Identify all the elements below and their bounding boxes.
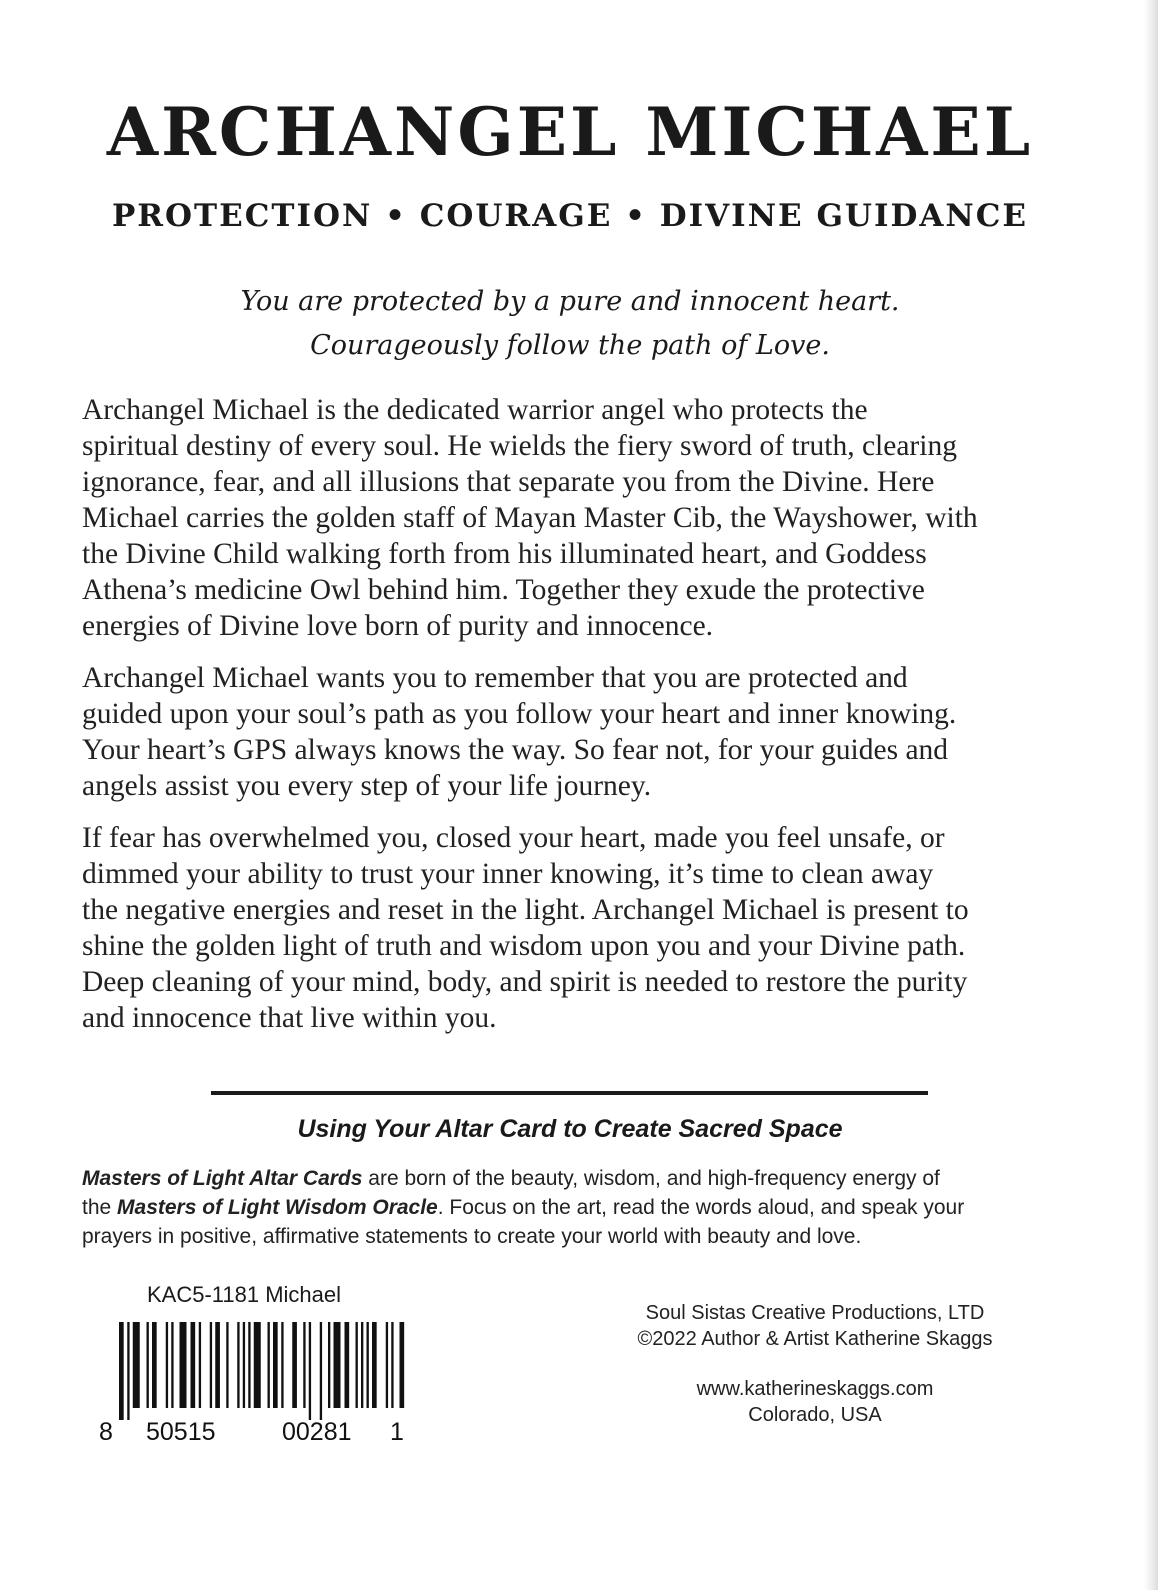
publisher-credits [590, 1300, 1040, 1428]
barcode-bar [281, 1322, 283, 1408]
barcode-bar [372, 1322, 377, 1408]
text-line: ignorance, fear, and all illusions that separate you from the Divine. Here [82, 466, 935, 498]
barcode-bar [210, 1322, 212, 1408]
barcode-bar [180, 1322, 187, 1408]
section-divider [211, 1091, 928, 1095]
barcode-digit-group: 1 [390, 1418, 404, 1446]
barcode-bar [152, 1322, 157, 1408]
barcode-bar [334, 1322, 341, 1408]
barcode-bar [254, 1322, 261, 1408]
barcode [97, 1322, 407, 1420]
description [82, 392, 1072, 1052]
barcode-bar [386, 1322, 388, 1408]
barcode-bar [119, 1322, 124, 1420]
barcode-bar [191, 1322, 196, 1408]
oracle-deck-name: Masters of Light Wisdom Oracle [117, 1196, 438, 1219]
text-fragment: . Focus on the art, read the words aloud, and speak your [437, 1196, 965, 1219]
barcode-bar [215, 1322, 220, 1408]
barcode-bar [356, 1322, 358, 1408]
barcode-bar [268, 1322, 270, 1408]
text-line: prayers in positive, affirmative statements to create your world with beauty and love. [82, 1225, 862, 1248]
altar-card-heading: Using Your Altar Card to Create Sacred Space [297, 1115, 843, 1143]
barcode-digit-group: 8 [99, 1418, 113, 1446]
text-line: Archangel Michael wants you to remember that you are protected and [82, 662, 908, 694]
text-line: the Divine Child walking forth from his illuminated heart, and Goddess [82, 538, 927, 570]
copyright-notice: ©2022 Author & Artist Katherine Skaggs [637, 1328, 993, 1350]
text-line: spiritual destiny of every soul. He wields the fiery sword of truth, clearing [82, 430, 957, 462]
barcode-bar [292, 1322, 297, 1408]
text-line [82, 1193, 1072, 1222]
text-line: Your heart’s GPS always knows the way. So fear not, for your guides and [82, 734, 949, 766]
barcode-digit-group: 50515 [146, 1418, 216, 1446]
affirmation-line: You are protected by a pure and innocent heart. [240, 286, 900, 317]
barcode-bar [320, 1322, 322, 1420]
text-line: guided upon your soul’s path as you follow your heart and inner knowing. [82, 698, 957, 730]
text-line: and innocence that live within you. [82, 1002, 497, 1034]
text-line: Athena’s medicine Owl behind him. Together they exude the protective [82, 574, 925, 606]
page-edge-shadow [1144, 0, 1158, 1590]
text-line: If fear has overwhelmed you, closed your heart, made you feel unsafe, or [82, 822, 945, 854]
publisher-name: Soul Sistas Creative Productions, LTD [645, 1302, 985, 1324]
paragraph-1 [82, 392, 1072, 644]
barcode-bar [166, 1322, 168, 1408]
text-line [82, 1164, 1072, 1193]
text-line: angels assist you every step of your life journey. [82, 770, 652, 802]
barcode-bar [400, 1322, 405, 1408]
barcode-bar [248, 1322, 250, 1408]
text-line: Michael carries the golden staff of Mayan Master Cib, the Wayshower, with [82, 502, 978, 534]
barcode-bar [303, 1322, 305, 1408]
altar-card-text [82, 1164, 1072, 1251]
barcode-bar [328, 1322, 330, 1408]
text-line: Archangel Michael is the dedicated warrior angel who protects the [82, 394, 868, 426]
paragraph-3 [82, 820, 1072, 1036]
barcode-bar [147, 1322, 149, 1408]
paragraph-2 [82, 660, 1072, 804]
barcode-bar [391, 1322, 393, 1408]
affirmation-line: Courageously follow the path of Love. [310, 330, 830, 361]
barcode-bar [367, 1322, 369, 1408]
barcode-bar [133, 1322, 140, 1408]
barcode-bar [171, 1322, 173, 1408]
text-fragment: the [82, 1196, 118, 1219]
website-link[interactable]: www.katherineskaggs.com [696, 1378, 934, 1400]
barcode-digits [97, 1418, 407, 1446]
product-line-name: Masters of Light Altar Cards [82, 1167, 363, 1190]
barcode-bar [226, 1322, 228, 1408]
text-line: energies of Divine love born of purity and innocence. [82, 610, 714, 642]
barcode-bar [345, 1322, 350, 1408]
barcode-bar [127, 1322, 129, 1420]
barcode-digit-group: 00281 [282, 1418, 352, 1446]
card-title: ARCHANGEL MICHAEL [106, 93, 1034, 171]
barcode-bar [309, 1322, 311, 1420]
publisher-location: Colorado, USA [748, 1404, 882, 1426]
text-line: the negative energies and reset in the light. Archangel Michael is present to [82, 894, 969, 926]
barcode-bar [361, 1322, 363, 1408]
product-code: KAC5-1181 Michael [147, 1282, 342, 1307]
text-line: shine the golden light of truth and wisdom upon you and your Divine path. [82, 930, 966, 962]
text-line: Deep cleaning of your mind, body, and spirit is needed to restore the purity [82, 966, 968, 998]
text-fragment: are born of the beauty, wisdom, and high-frequency energy of [362, 1167, 940, 1190]
text-line: dimmed your ability to trust your inner knowing, it’s time to clean away [82, 858, 934, 890]
barcode-bar [243, 1322, 245, 1408]
affirmation [0, 280, 1140, 368]
barcode-bar [273, 1322, 278, 1408]
barcode-bar [199, 1322, 201, 1408]
barcode-bar [237, 1322, 239, 1408]
card-subtitle: PROTECTION • COURAGE • DIVINE GUIDANCE [111, 198, 1029, 234]
